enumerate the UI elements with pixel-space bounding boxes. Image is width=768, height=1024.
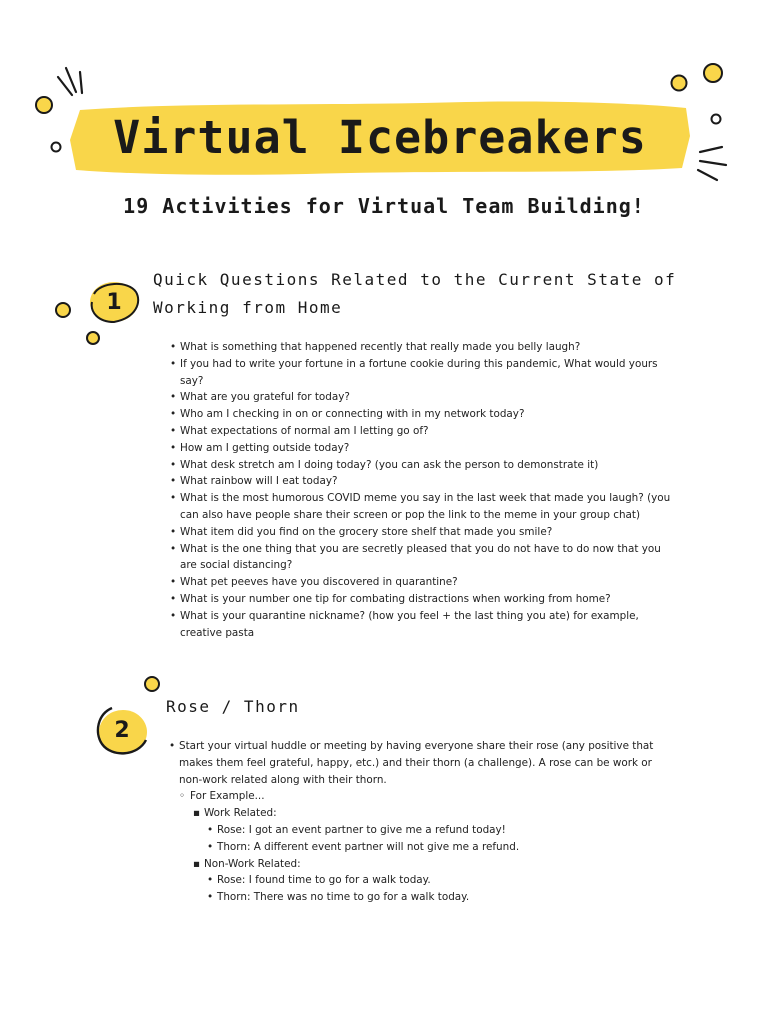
list-item: • What expectations of normal am I letting go of? xyxy=(170,423,680,440)
list-item: • What desk stretch am I doing today? (you can ask the person to demonstrate it) xyxy=(170,457,680,474)
section-1-badge xyxy=(86,278,142,326)
section-2-number: 2 xyxy=(114,717,130,743)
page-subtitle: 19 Activities for Virtual Team Building! xyxy=(123,194,645,218)
list-item: • What is your number one tip for combating distractions when working from home? xyxy=(170,591,680,608)
list-item: • What pet peeves have you discovered in quarantine? xyxy=(170,574,680,591)
page-title: Virtual Icebreakers xyxy=(113,110,647,164)
list-item: • What item did you find on the grocery store shelf that made you smile? xyxy=(170,524,680,541)
section-1-number: 1 xyxy=(106,289,122,315)
section-1-title-line-2: Working from Home xyxy=(153,298,343,317)
list-item: • Rose: I found time to go for a walk today. xyxy=(166,872,666,889)
section-2-title: Rose / Thorn xyxy=(166,697,300,716)
list-item: • Thorn: There was no time to go for a walk today. xyxy=(166,889,666,906)
list-item: • If you had to write your fortune in a fortune cookie during this pandemic, What would yours say? xyxy=(170,356,680,390)
list-item: ▪ Non-Work Related: xyxy=(166,856,666,873)
dots-section-2 xyxy=(145,677,159,691)
burst-lines-top-left xyxy=(58,68,82,95)
question-list xyxy=(170,339,680,641)
section-2-badge xyxy=(92,702,152,758)
list-item: • How am I getting outside today? xyxy=(170,440,680,457)
list-item: • Rose: I got an event partner to give me a refund today! xyxy=(166,822,666,839)
title-banner xyxy=(66,96,694,178)
list-item: • What is something that happened recently that really made you belly laugh? xyxy=(170,339,680,356)
list-item: ◦ For Example... xyxy=(166,788,666,805)
rose-thorn-list xyxy=(166,738,666,906)
list-item: • What are you grateful for today? xyxy=(170,389,680,406)
yellow-dots-left xyxy=(36,97,61,152)
list-item: • What is the most humorous COVID meme you say in the last week that made you laugh? (you can also have people share their screen or pop the link to the meme in your group chat) xyxy=(170,490,680,524)
list-item: • What rainbow will I eat today? xyxy=(170,473,680,490)
list-item: • Who am I checking in on or connecting with in my network today? xyxy=(170,406,680,423)
list-item: • Thorn: A different event partner will not give me a refund. xyxy=(166,839,666,856)
list-item: ▪ Work Related: xyxy=(166,805,666,822)
list-item: • What is the one thing that you are secretly pleased that you do not have to do now that you are social distancing? xyxy=(170,541,680,575)
section-1-title xyxy=(153,266,713,322)
burst-lines-right xyxy=(698,147,726,180)
section-1-title-line-1: Quick Questions Related to the Current State of xyxy=(153,270,677,289)
list-item: • What is your quarantine nickname? (how you feel + the last thing you ate) for example, creative pasta xyxy=(170,608,680,642)
list-item: • Start your virtual huddle or meeting by having everyone share their rose (any positive that makes them feel grateful, happy, etc.) and their thorn (a challenge). A rose can be work or non-work related along with their thorn. xyxy=(166,738,666,788)
